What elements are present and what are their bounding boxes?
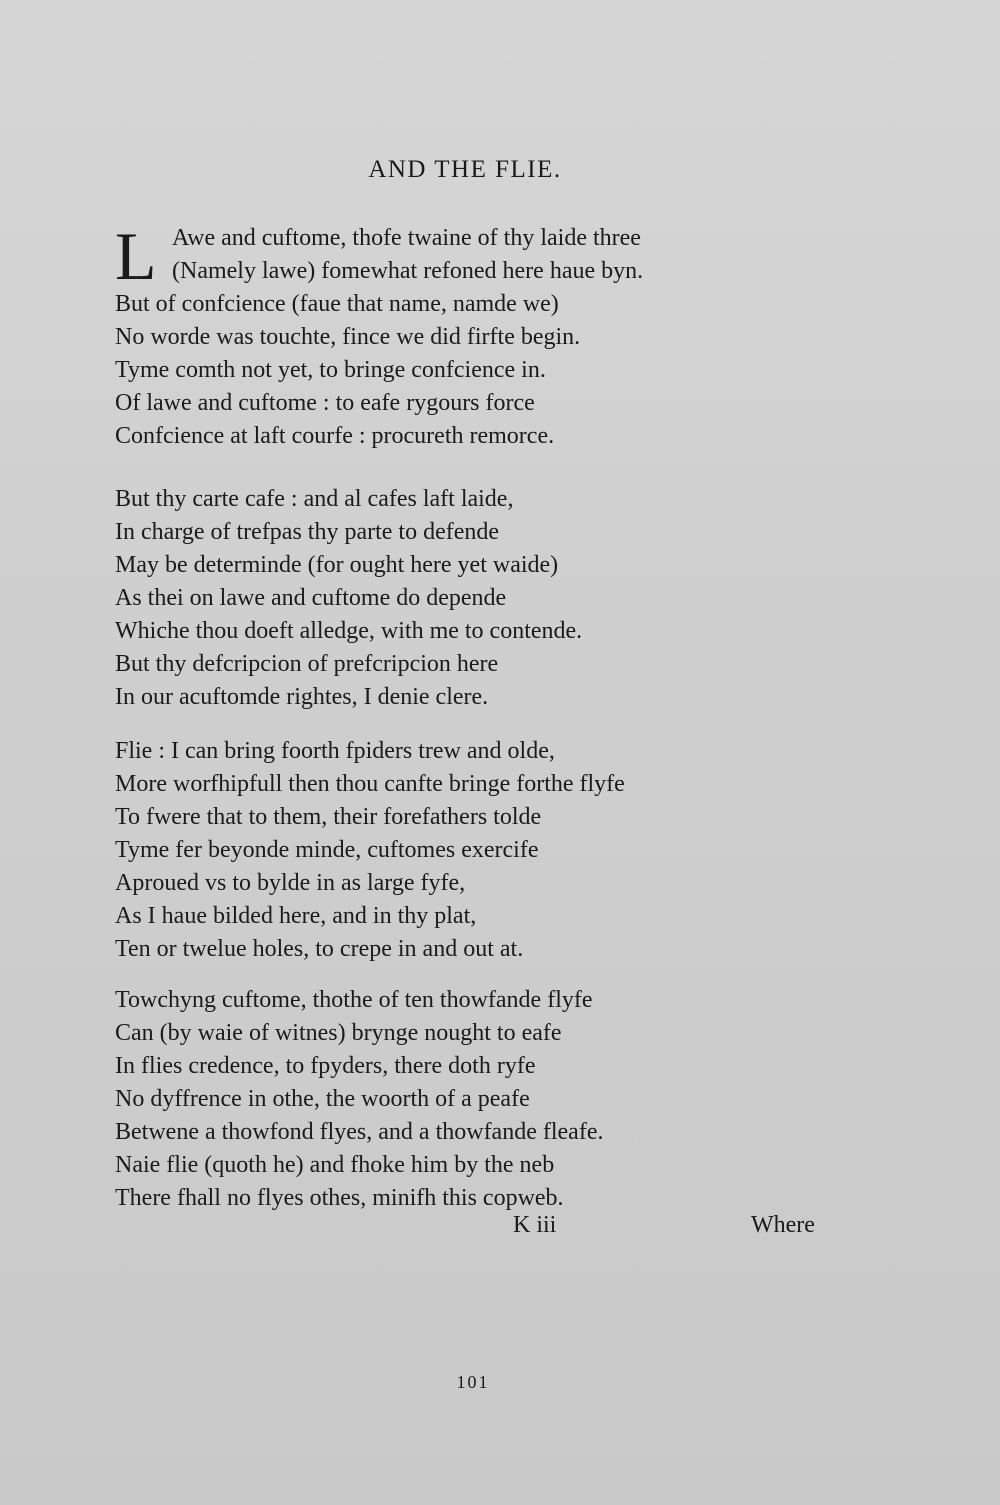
verse-line: (Namely lawe) fomewhat refoned here haue byn. [172, 258, 644, 284]
stanza-3 [115, 735, 835, 966]
drop-cap: L [115, 218, 157, 294]
verse-line: Confcience at laft courfe : procureth remorce. [115, 423, 555, 449]
verse-line: As I haue bilded here, and in thy plat, [115, 903, 477, 929]
stanza-4 [115, 984, 835, 1215]
verse-line: Flie : I can bring foorth fpiders trew and olde, [115, 738, 555, 764]
page-title: AND THE FLIE. [368, 156, 562, 183]
catchword: Where [751, 1212, 815, 1238]
verse-line: Towchyng cuftome, thothe of ten thowfande flyfe [115, 987, 593, 1013]
verse-line: Whiche thou doeft alledge, with me to contende. [115, 618, 583, 644]
stanza-2 [115, 483, 835, 714]
verse-line: Betwene a thowfond flyes, and a thowfande fleafe. [115, 1119, 604, 1145]
verse-line: But of confcience (faue that name, namde we) [115, 291, 559, 317]
verse-line: But thy defcripcion of prefcripcion here [115, 651, 499, 677]
verse-line: Ten or twelue holes, to crepe in and out at. [115, 936, 524, 962]
verse-line: May be determinde (for ought here yet waide) [115, 552, 559, 578]
verse-line: Tyme fer beyonde minde, cuftomes exercife [115, 837, 539, 863]
signature-mark: K iii [513, 1212, 557, 1238]
verse-line: Of lawe and cuftome : to eafe rygours force [115, 390, 535, 416]
verse-line: There fhall no flyes othes, minifh this copweb. [115, 1185, 564, 1211]
verse-line: As thei on lawe and cuftome do depende [115, 585, 507, 611]
verse-line: But thy carte cafe : and al cafes laft laide, [115, 486, 514, 512]
stanza-1-opening [172, 222, 643, 288]
verse-line: No worde was touchte, fince we did firfte begin. [115, 324, 581, 350]
verse-line: No dyffrence in othe, the woorth of a peafe [115, 1086, 530, 1112]
verse-line: Aproued vs to bylde in as large fyfe, [115, 870, 466, 896]
page-number: 101 [456, 1372, 490, 1392]
verse-line: To fwere that to them, their forefathers tolde [115, 804, 542, 830]
verse-line: In charge of trefpas thy parte to defende [115, 519, 500, 545]
stanza-1 [115, 288, 835, 453]
verse-line: Tyme comth not yet, to bringe confcience in. [115, 357, 546, 383]
verse-line: More worfhipfull then thou canfte bringe forthe flyfe [115, 771, 625, 797]
verse-line: Awe and cuftome, thofe twaine of thy laide three [172, 225, 641, 251]
verse-line: In our acuftomde rightes, I denie clere. [115, 684, 489, 710]
verse-line: In flies credence, to fpyders, there doth ryfe [115, 1053, 536, 1079]
verse-line: Can (by waie of witnes) brynge nought to eafe [115, 1020, 562, 1046]
verse-line: Naie flie (quoth he) and fhoke him by the neb [115, 1152, 555, 1178]
